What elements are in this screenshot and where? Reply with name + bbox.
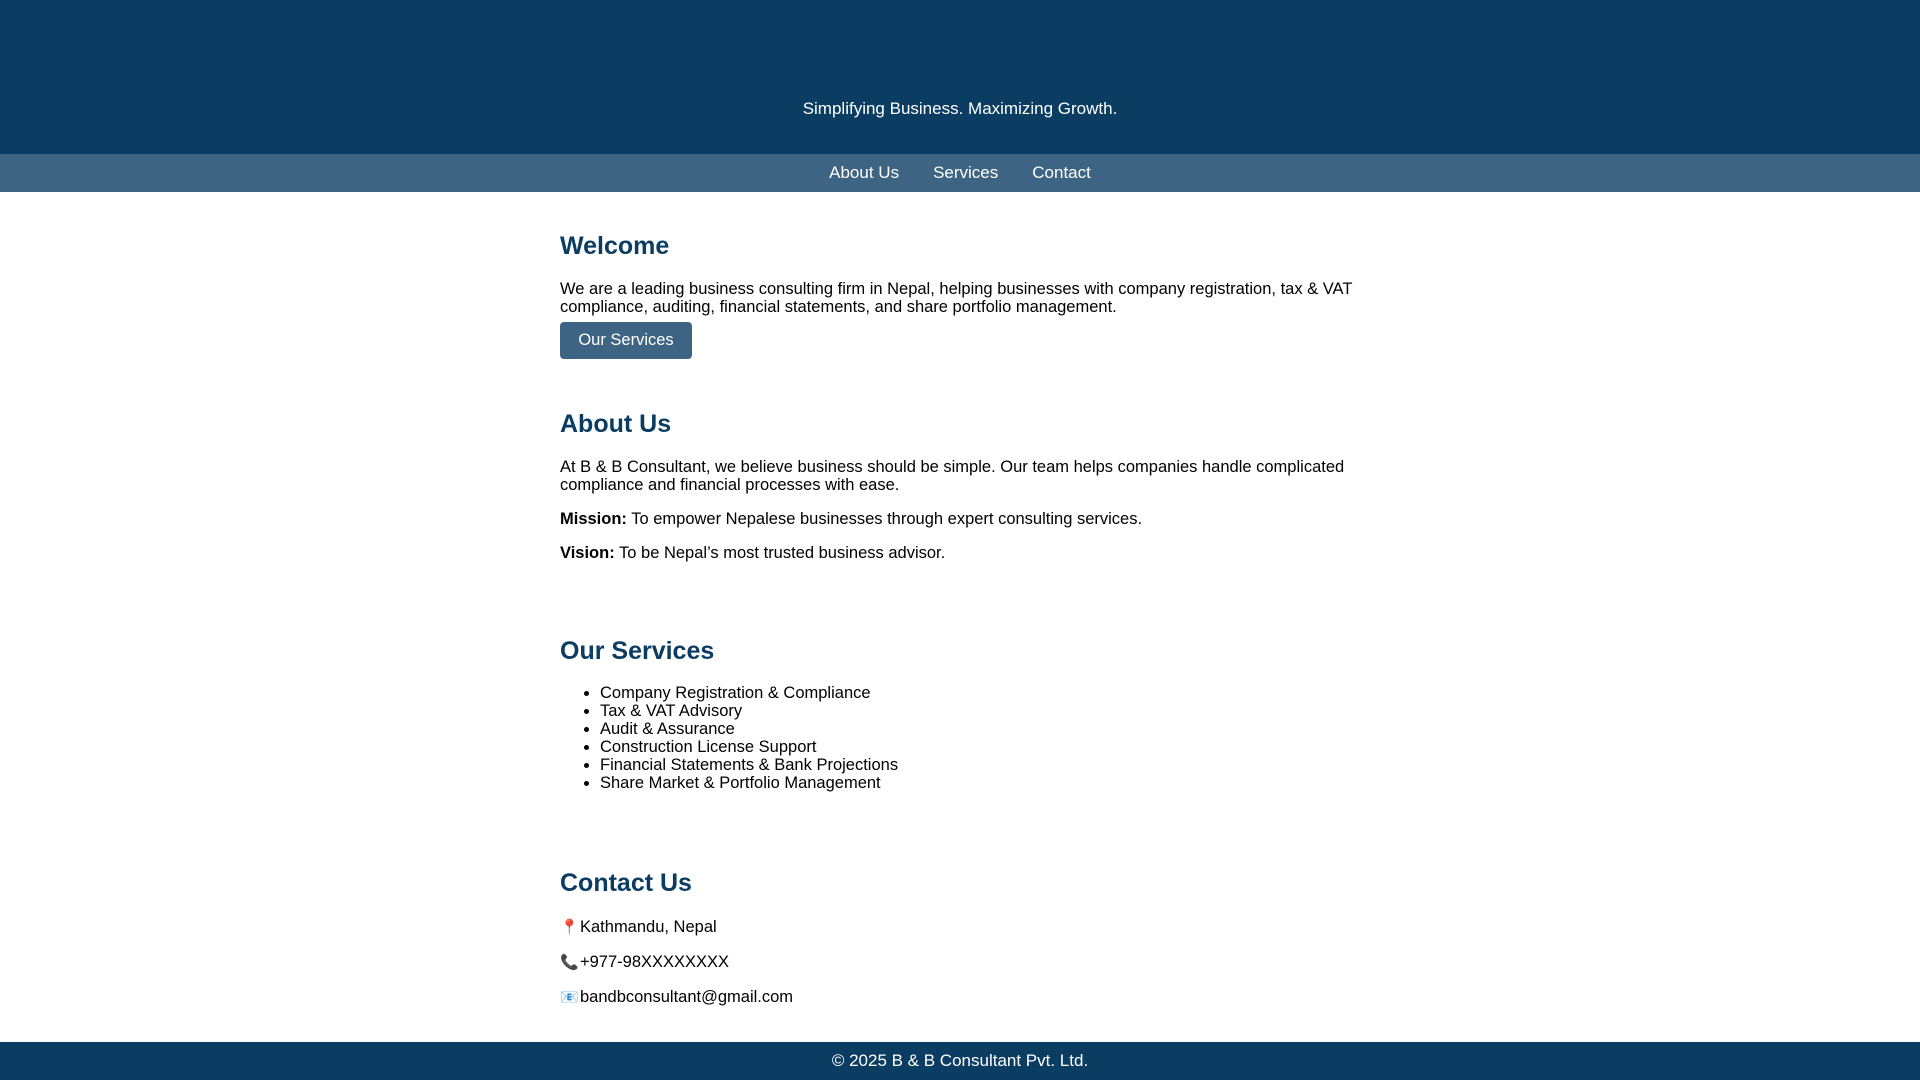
site-footer [0,1042,1920,1080]
tagline: Simplifying Business. Maximizing Growth. [802,99,1118,118]
mission-text: To empower Nepalese businesses through expert consulting services. [626,510,1143,528]
email-text: bandbconsultant@gmail.com [580,988,794,1006]
site-header [0,0,1920,154]
nav-contact[interactable]: Contact [1032,163,1091,182]
about-text: At B & B Consultant, we believe business should be simple. Our team helps companies handle complicated compliance and financial processes with ease. [560,458,1345,494]
main-nav [0,154,1920,192]
services-heading: Our Services [560,637,715,665]
contact-email [560,987,793,1008]
list-item: • Share Market & Portfolio Management [600,774,898,792]
contact-location [560,917,717,938]
welcome-text: We are a leading business consulting firm in Nepal, helping businesses with company registration, tax & VAT compliance, auditing, financial statements, and share portfolio management. [560,280,1353,316]
list-item: • Financial Statements & Bank Projections [600,756,898,774]
list-item: • Tax & VAT Advisory [600,702,898,720]
our-services-button[interactable]: Our Services [560,322,692,359]
vision-label: Vision: [560,544,615,562]
nav-services[interactable]: Services [933,163,999,182]
contact-phone [560,952,729,973]
list-item: • Company Registration & Compliance [600,684,898,702]
vision-text: To be Nepal’s most trusted business advisor. [614,544,946,562]
mission-label: Mission: [560,510,627,528]
list-item: • Audit & Assurance [600,720,898,738]
about-heading: About Us [560,410,672,438]
vision-line [560,544,1360,562]
nav-about-us[interactable]: About Us [829,163,900,182]
copyright-text: © 2025 B & B Consultant Pvt. Ltd. [831,1051,1089,1070]
list-item: • Construction License Support [600,738,898,756]
location-pin-icon: 📍 [560,919,579,936]
phone-icon: 📞 [560,954,579,971]
mission-line [560,510,1360,528]
contact-heading: Contact Us [560,869,692,897]
welcome-heading: Welcome [560,232,670,260]
location-text: Kathmandu, Nepal [580,918,717,936]
services-list [560,684,898,792]
phone-text: +977-98XXXXXXXX [580,953,730,971]
email-icon: 📧 [560,989,579,1006]
